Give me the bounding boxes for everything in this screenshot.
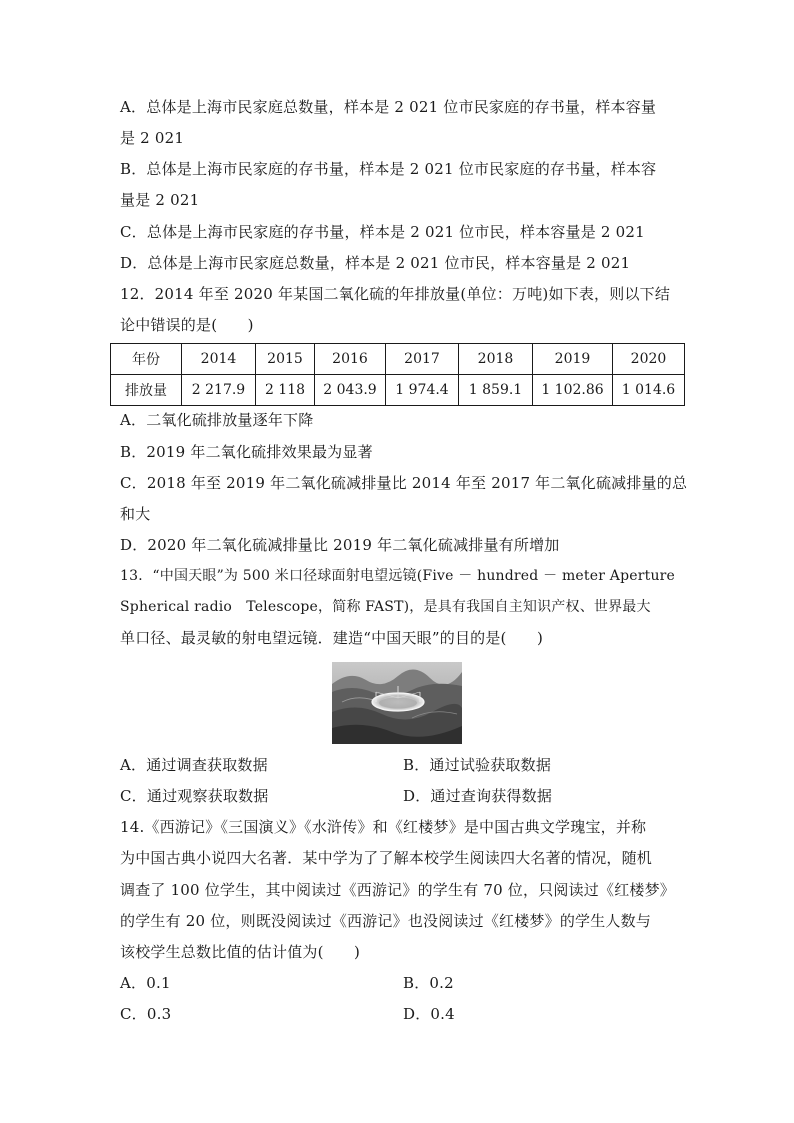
table-row (111, 344, 685, 375)
table-cell: 2 118 (256, 375, 315, 406)
table-cell: 1 859.1 (459, 375, 533, 406)
emission-table (110, 343, 685, 406)
table-cell: 2014 (182, 344, 256, 375)
q12-option-a: A．二氧化硫排放量逐年下降 (120, 411, 314, 429)
q13-option-a: A．通过调查获取数据 (120, 756, 268, 774)
q11-option-d: D．总体是上海市民家庭总数量，样本是 2 021 位市民，样本容量是 2 021 (120, 254, 631, 272)
table-cell: 2016 (315, 344, 386, 375)
q14-stem-line3: 调查了 100 位学生，其中阅读过《西游记》的学生有 70 位，只阅读过《红楼梦》 (120, 881, 675, 899)
q14-stem-line2: 为中国古典小说四大名著．某中学为了了解本校学生阅读四大名著的情况，随机 (120, 849, 653, 867)
q13-option-b: B．通过试验获取数据 (403, 756, 552, 774)
q12-stem-line1: 12．2014 年至 2020 年某国二氧化硫的年排放量(单位：万吨)如下表，则以下结 (120, 285, 671, 303)
q14-stem-line4: 的学生有 20 位，则既没阅读过《西游记》也没阅读过《红楼梦》的学生人数与 (120, 912, 652, 930)
q13-option-d: D．通过查询获得数据 (403, 787, 553, 805)
table-cell: 1 974.4 (386, 375, 459, 406)
q12-option-c-line2: 和大 (120, 505, 151, 523)
table-cell: 1 102.86 (533, 375, 613, 406)
q13-stem-line1: 13．“中国天眼”为 500 米口径球面射电望远镜(Five － hundred － meter Aperture (120, 568, 676, 584)
q13-stem-line3: 单口径、最灵敏的射电望远镜．建造“中国天眼”的目的是( ) (120, 629, 544, 647)
q12-option-b: B．2019 年二氧化硫排效果最为显著 (120, 443, 373, 461)
table-cell: 2019 (533, 344, 613, 375)
q13-stem-line2: Spherical radio Telescope，简称 FAST)，是具有我国自主知识产权、世界最大 (120, 599, 651, 615)
table-cell: 2017 (386, 344, 459, 375)
q11-option-b-line1: B．总体是上海市民家庭的存书量，样本是 2 021 位市民家庭的存书量，样本容 (120, 160, 657, 178)
q13-option-c: C．通过观察获取数据 (120, 787, 269, 805)
q14-option-a: A．0.1 (120, 974, 171, 992)
q14-stem-line5: 该校学生总数比值的估计值为( ) (120, 943, 361, 961)
q11-option-a-line1: A．总体是上海市民家庭总数量，样本是 2 021 位市民家庭的存书量，样本容量 (120, 98, 657, 116)
table-cell: 1 014.6 (613, 375, 685, 406)
q12-stem-line2: 论中错误的是( ) (120, 316, 254, 334)
q12-option-c-line1: C．2018 年至 2019 年二氧化硫减排量比 2014 年至 2017 年二氧化硫减排量的总 (120, 474, 688, 492)
table-cell: 2 043.9 (315, 375, 386, 406)
table-header-cell: 年份 (111, 344, 182, 375)
fast-telescope-photo (332, 662, 462, 744)
table-cell: 2018 (459, 344, 533, 375)
q11-option-b-line2: 量是 2 021 (120, 191, 200, 209)
table-header-cell: 排放量 (111, 375, 182, 406)
table-cell: 2 217.9 (182, 375, 256, 406)
table-cell: 2015 (256, 344, 315, 375)
table-cell: 2020 (613, 344, 685, 375)
q14-stem-line1: 14.《西游记》《三国演义》《水浒传》和《红楼梦》是中国古典文学瑰宝，并称 (120, 818, 647, 836)
q14-option-c: C．0.3 (120, 1005, 172, 1023)
q11-option-c: C．总体是上海市民家庭的存书量，样本是 2 021 位市民，样本容量是 2 021 (120, 223, 645, 241)
q14-option-b: B．0.2 (403, 974, 454, 992)
q14-option-d: D．0.4 (403, 1005, 455, 1023)
table-row (111, 375, 685, 406)
q12-option-d: D．2020 年二氧化硫减排量比 2019 年二氧化硫减排量有所增加 (120, 536, 560, 554)
q11-option-a-line2: 是 2 021 (120, 129, 185, 147)
